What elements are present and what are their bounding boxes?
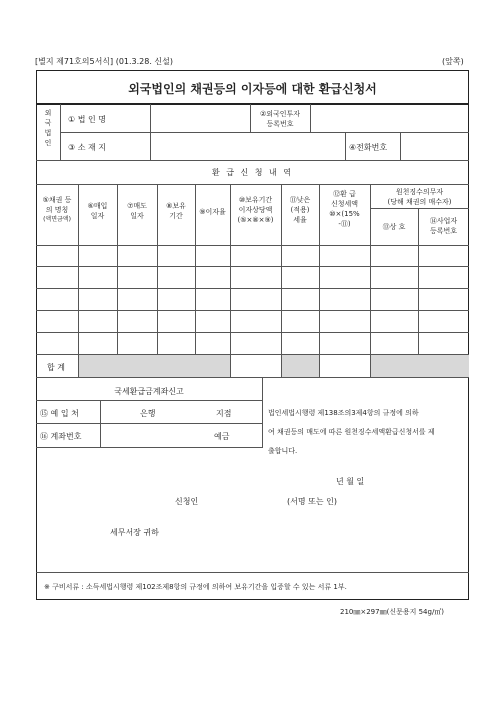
statement-text: 법인세법시행령 제138조의3제4항의 규정에 의하 여 채권등의 매도에 따른 원천징수세액환급신청서를 제 출합니다. bbox=[268, 409, 435, 455]
recipient-label: 세무서장 귀하 bbox=[110, 528, 159, 537]
bank-name-field[interactable] bbox=[102, 402, 138, 422]
address-label: ③ 소 재 지 bbox=[68, 143, 106, 152]
applicant-label: 신청인 bbox=[175, 497, 199, 506]
attachment-note: ※ 구비서류 : 소득세법시행령 제102조제8항의 규정에 의하여 보유기간을 입증할 수 있는 서류 1부. bbox=[44, 583, 347, 591]
corp-name-label: ① 법 인 명 bbox=[68, 115, 106, 124]
form-number: [별지 제71호의5서식] (01.3.28. 신설) bbox=[35, 57, 174, 66]
form-title: 외국법인의 채권등의 이자등에 대한 환급신청서 bbox=[128, 82, 377, 96]
refund-detail-title: 환 급 신 청 내 역 bbox=[211, 168, 294, 177]
col-refund-tax: ⑫환 급 신청세액 ⑩×(15% -⑪) bbox=[329, 190, 360, 228]
table-rows[interactable] bbox=[37, 246, 469, 353]
section-foreign-corp: 외 국 법 인 bbox=[44, 109, 52, 147]
account-number-field[interactable] bbox=[102, 425, 210, 445]
col-business-reg-no: ⑭사업자 등록번호 bbox=[429, 217, 458, 235]
investment-reg-label: ②외국인투자 등록번호 bbox=[259, 110, 301, 128]
bank-label: ⑮ 예 입 처 bbox=[40, 409, 79, 418]
paper-spec: 210㎜×297㎜(신문용지 54g/㎡) bbox=[340, 608, 445, 616]
signature-label: (서명 또는 인) bbox=[287, 497, 337, 506]
account-report-title: 국세환급금계좌신고 bbox=[114, 387, 184, 396]
col-bond-name: ⑤채권 등 의 명칭 (액면금액) bbox=[42, 196, 72, 223]
investment-reg-field[interactable] bbox=[312, 106, 467, 130]
total-row-label: 합 계 bbox=[47, 363, 65, 372]
page-side-label: (앞쪽) bbox=[442, 57, 464, 66]
col-interest-rate: ⑨이자율 bbox=[199, 208, 226, 216]
col-company-name: ⑬상 호 bbox=[382, 223, 406, 231]
deposit-word: 예금 bbox=[214, 432, 230, 441]
col-low-tax-rate: ⑪낮은 (적용) 세율 bbox=[289, 196, 311, 224]
withholder-header: 원천징수의무자 (당해 채권의 매수자) bbox=[387, 188, 452, 206]
phone-label: ④전화번호 bbox=[349, 143, 388, 152]
col-purchase-date: ⑥매입 일자 bbox=[87, 202, 108, 220]
bank-word: 은행 bbox=[140, 409, 156, 418]
applicant-name-field[interactable] bbox=[210, 492, 280, 508]
account-number-label: ⑯ 계좌번호 bbox=[40, 432, 82, 441]
col-holding-period: ⑧보유 기간 bbox=[166, 202, 186, 220]
col-interest-amount: ⑩보유기간 이자상당액 (⑤×⑧×⑨) bbox=[237, 196, 274, 224]
address-field[interactable] bbox=[152, 134, 343, 158]
branch-name-field[interactable] bbox=[162, 402, 214, 422]
phone-field[interactable] bbox=[402, 134, 467, 158]
branch-word: 지점 bbox=[216, 409, 232, 418]
total-refund-cell[interactable] bbox=[320, 355, 370, 377]
corp-name-field[interactable] bbox=[152, 106, 248, 130]
total-interest-cell[interactable] bbox=[231, 355, 281, 377]
col-sale-date: ⑦매도 일자 bbox=[127, 202, 147, 220]
date-line: 년 월 일 bbox=[336, 477, 365, 486]
